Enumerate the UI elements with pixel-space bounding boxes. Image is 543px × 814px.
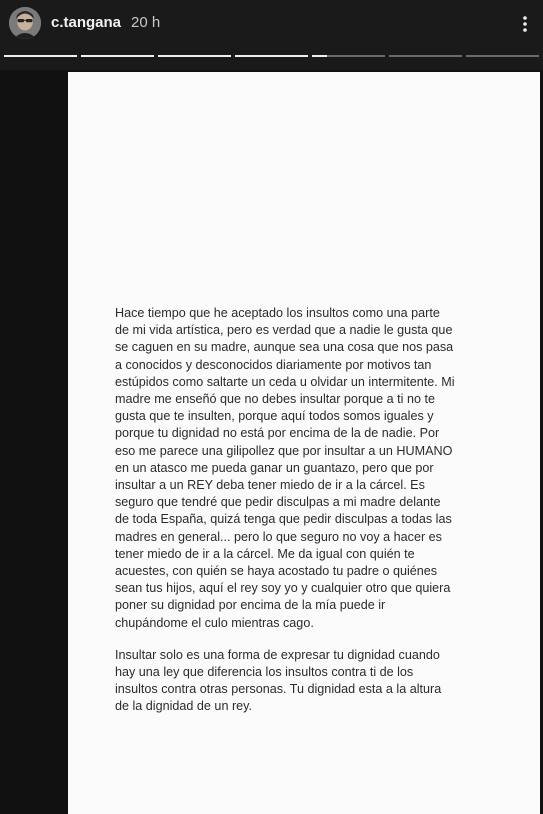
progress-segment-fill — [4, 55, 77, 57]
progress-segment-fill — [158, 55, 231, 57]
story-header — [0, 0, 543, 70]
progress-segment — [4, 55, 77, 57]
avatar[interactable] — [9, 7, 41, 39]
statement-text — [115, 305, 455, 716]
progress-segment-fill — [235, 55, 308, 57]
statement-paragraph: Hace tiempo que he aceptado los insultos como una parte de mi vida artística, pero es verdad que a nadie le gusta que se caguen en su madre, aunque sea una cosa que nos pasa a conocidos y desconocidos diariamente por motivos tan estúpidos como saltarte un ceda u olvidar un intermitente. Mi madre me enseñó que no debes insultar porque a ti no te gusta que te insulten, porque aquí todos somos iguales y porque tu dignidad no está por encima de la de nadie. Por eso me parece una gilipollez que por insultar a un HUMANO en un atasco me pueda ganar un guantazo, pero que por insultar a un REY deba tener miedo de ir a la cárcel. Es seguro que tendré que pedir disculpas a mi madre delante de toda España, quizá tenga que pedir disculpas a todas las madres en general... pero lo que seguro no voy a hacer es tener miedo de ir a la cárcel. Me da igual con quién te acuestes, con quién se haya acostado tu padre o quiénes sean tus hijos, aquí el rey soy yo y cualquier otro que quiera poner su dignidad por encima de la mía puede ir chupándome el culo mientras cago. — [115, 306, 455, 630]
username[interactable]: c.tangana — [51, 14, 122, 31]
post-time: 20 h — [131, 14, 161, 31]
progress-segment-fill — [312, 55, 327, 57]
statement-paragraph: Insultar solo es una forma de expresar tu dignidad cuando hay una ley que diferencia los insultos contra ti de los insultos contra otras personas. Tu dignidad esta a la altura de la dignidad de un rey. — [115, 647, 442, 714]
progress-segment-fill — [81, 55, 154, 57]
progress-segment — [158, 55, 231, 57]
progress-segment — [312, 55, 385, 57]
story-progress-bar — [4, 55, 539, 57]
profile-photo-icon — [9, 7, 41, 39]
progress-segment — [235, 55, 308, 57]
progress-segment — [466, 55, 539, 57]
story-content[interactable] — [68, 72, 540, 814]
more-vertical-icon — [523, 15, 527, 33]
progress-segment — [389, 55, 462, 57]
progress-segment — [81, 55, 154, 57]
more-options-button[interactable] — [519, 12, 531, 36]
